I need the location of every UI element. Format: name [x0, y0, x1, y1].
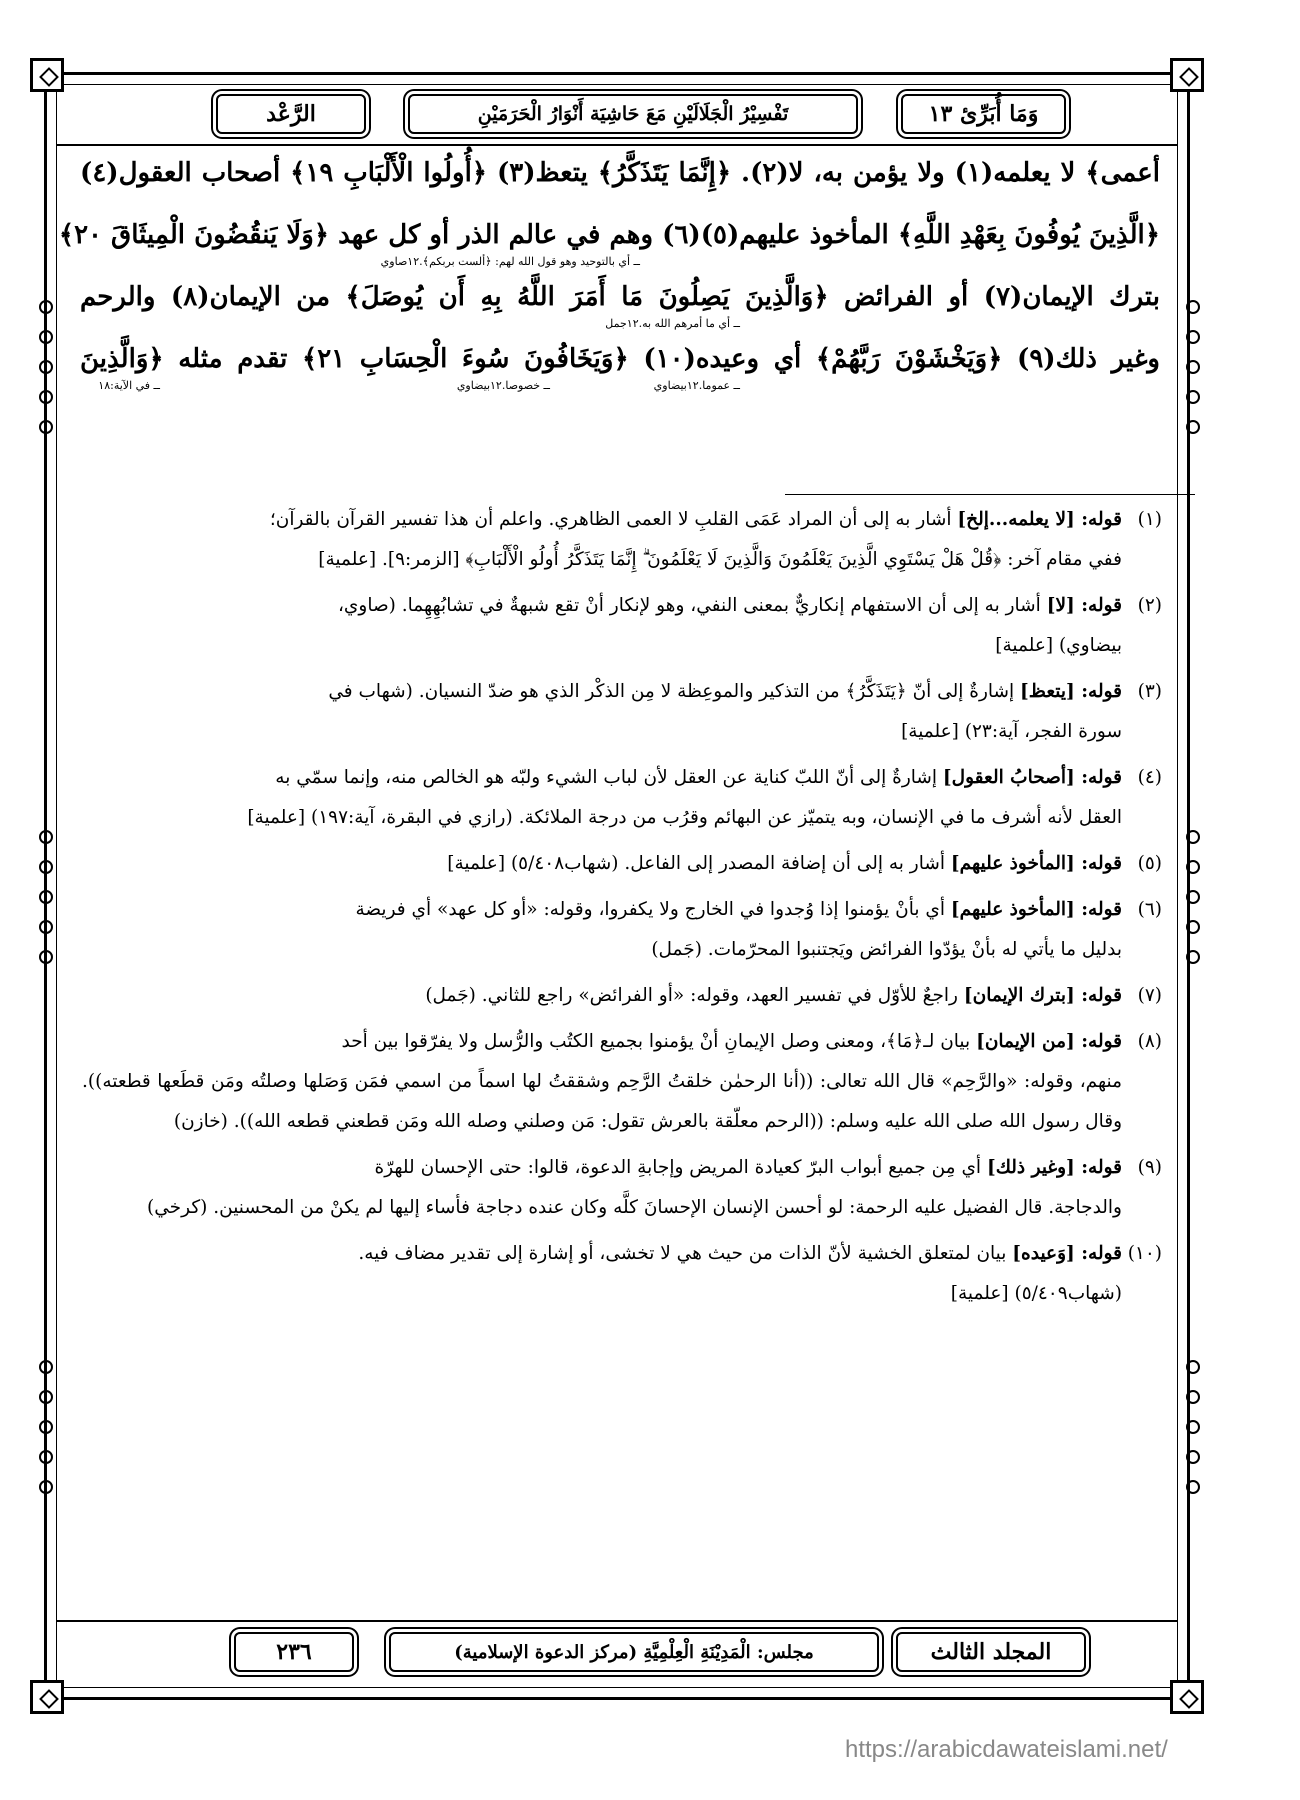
marginal-note: ــ خصوصا.١٢بيضاوي: [456, 379, 550, 392]
footnote-number: (١): [1137, 509, 1162, 530]
corner-ornament-bottom-right: [1170, 1680, 1204, 1714]
tafsir-line-2: [58, 212, 1160, 274]
footnote-label: قوله: [لا يعلمه...إلخ]: [957, 509, 1122, 530]
footnote-text: أي مِن جميع أبواب البرّ كعيادة المريض وإجابةِ الدعوة، قالوا: حتى الإحسان للهرّة: [374, 1157, 987, 1178]
footnote-label: قوله: [وغير ذلك]: [986, 1157, 1122, 1178]
footnote-number: (٥): [1137, 853, 1162, 874]
tafsir-line-1-text: أعمى﴾ لا يعلمه(١) ولا يؤمن به، لا(٢). ﴿إِنَّمَا يَتَذَكَّرُ﴾ يتعظ(٣) ﴿أُولُوا الْأَلْبَابِ ١٩﴾ أصحاب العقول(٤): [80, 158, 1161, 188]
footnote-label: قوله: [المأخوذ عليهم]: [950, 853, 1122, 874]
footnote-continuation: سورة الفجر، آية:٢٣) [علمية]: [901, 721, 1122, 742]
side-ornament-left-bottom: [35, 1360, 53, 1500]
corner-ornament-bottom-left: [30, 1680, 64, 1714]
footnote-number: (٤): [1137, 767, 1162, 788]
volume-box: [896, 1632, 1086, 1672]
side-ornament-right-middle: [1182, 830, 1200, 970]
footnote-label: قوله: [بترك الإيمان]: [963, 985, 1122, 1006]
footnote-number: (٨): [1137, 1031, 1162, 1052]
footnote-3: [82, 672, 1162, 752]
footnote-text: بيان لمتعلق الخشية لأنّ الذات من حيث هي لا تخشى، أو إشارة إلى تقدير مضاف فيه.: [358, 1243, 1013, 1264]
surah-name-box: [216, 94, 366, 134]
footnotes: [82, 500, 1162, 1320]
book-title-box: [408, 94, 858, 134]
footnote-continuation: بيضاوي) [علمية]: [995, 635, 1122, 656]
marginal-note: ــ في الآية:١٨: [98, 379, 160, 392]
footnote-label: قوله: [من الإيمان]: [976, 1031, 1122, 1052]
footnote-8: [82, 1022, 1162, 1142]
footnote-text: أي بأنْ يؤمنوا إذا وُجدوا في الخارج ولا يكفروا، وقوله: «أو كل عهد» أي فريضة: [355, 899, 951, 920]
footnote-label: قوله: [المأخوذ عليهم]: [950, 899, 1122, 920]
tafsir-text: [58, 150, 1161, 398]
book-title: تَفْسِيْرُ الْجَلَالَيْنِ مَعَ حَاشِيَة أَنْوَارُ الْحَرَمَيْنِ: [477, 103, 789, 125]
footnote-label: قوله: [أصحابُ العقول]: [942, 767, 1122, 788]
volume-label: المجلد الثالث: [930, 1639, 1052, 1665]
footnote-label: قوله: [يتعظ]: [1020, 681, 1122, 702]
footnote-10: [82, 1234, 1162, 1314]
footnote-label: قوله: [وَعيده]: [1012, 1243, 1122, 1264]
footnote-2: [82, 586, 1162, 666]
juz-name-box: [901, 94, 1066, 134]
footnote-continuation: والدجاجة. قال الفضيل عليه الرحمة: لو أحسن الإنسان الإحسانَ كلَّه وكان عنده دجاجة فأساء إليها لم يكنْ من المحسنين. (كرخي): [147, 1197, 1122, 1218]
footnote-number: (٩): [1137, 1157, 1162, 1178]
footnote-number: (٦): [1137, 899, 1162, 920]
publisher-name: مجلس: الْمَدِيْنَةِ الْعِلْمِيَّةِ (مركز الدعوة الإسلامية): [454, 1641, 814, 1663]
footnote-label: قوله: [لا]: [1046, 595, 1122, 616]
footnote-6: [82, 890, 1162, 970]
footnote-continuation: العقل لأنه أشرف ما في الإنسان، وبه يتميّز عن البهائم وقرُب من درجة الملائكة. (رازي في البقرة، آية:١٩٧) [علمية]: [247, 807, 1122, 828]
footnote-text: إشارةٌ إلى أنّ اللبّ كناية عن العقل لأن لباب الشيء ولبّه هو الخالص منه، وإنما سمّي به: [275, 767, 943, 788]
marginal-note: ــ عموما.١٢بيضاوي: [653, 379, 740, 392]
publisher-box: [389, 1632, 879, 1672]
tafsir-line-2-text: ﴿الَّذِينَ يُوفُونَ بِعَهْدِ اللَّهِ﴾ المأخوذ عليهم(٥)(٦) وهم في عالم الذر أو كل عهد ﴿وَلَا يَنقُضُونَ الْمِيثَاقَ ٢٠﴾: [58, 220, 1160, 250]
header-rule: [56, 144, 1178, 146]
footnote-9: [82, 1148, 1162, 1228]
page-number-box: [234, 1632, 354, 1672]
footnote-number: (٢): [1137, 595, 1162, 616]
footnote-text: بيان لـ﴿مَا﴾، ومعنى وصل الإيمانِ أنْ يؤمنوا بجميع الكتُب والرُّسل ولا يفرّقوا بين أحد: [341, 1031, 977, 1052]
page-number: ٢٣٦: [276, 1639, 312, 1665]
footnote-5: [82, 844, 1162, 884]
footnote-continuation: (شهاب٥/٤٠٩) [علمية]: [950, 1283, 1122, 1304]
footnote-number: (٣): [1137, 681, 1162, 702]
surah-name: الرَّعْد: [266, 101, 316, 127]
footnote-continuation: ففي مقام آخر: ﴿قُلْ هَلْ يَسْتَوِي الَّذِينَ يَعْلَمُونَ وَالَّذِينَ لَا يَعْلَمُونَ ۗ إِنَّمَا يَتَذَكَّرُ أُولُو الْأَلْبَابِ﴾ [الزمر:٩]. [علمية]: [318, 549, 1122, 570]
footnote-text: أشار به إلى أن المراد عَمَى القلبِ لا العمى الظاهري. واعلم أن هذا تفسير القرآن بالقرآن؛: [269, 509, 958, 530]
marginal-note: ــ أي ما أمرهم الله به.١٢جمل: [605, 317, 740, 330]
website-watermark: https://arabicdawateislami.net/: [845, 1736, 1168, 1763]
footnote-text: أشار به إلى أن إضافة المصدر إلى الفاعل. (شهاب٥/٤٠٨) [علمية]: [447, 853, 951, 874]
side-ornament-right-top: [1182, 300, 1200, 440]
page-header: [56, 86, 1178, 146]
marginal-note: ــ أي بالتوحيد وهو قول الله لهم: ﴿ألست بربكم﴾.١٢صاوي: [380, 255, 640, 268]
footnote-4: [82, 758, 1162, 838]
footnote-divider: [785, 494, 1195, 495]
side-ornament-left-top: [35, 300, 53, 440]
footnote-number: (٧): [1137, 985, 1162, 1006]
footnote-continuation: منهم، وقوله: «والرَّحِم» قال الله تعالى: ((أنا الرحمٰن خلقتُ الرَّحِم وشققتُ لها اسماً من اسمي فمَن وَصَلها وصلتُه ومَن قطَعها قطعته)). وقال رسول الله صلى الله عليه وسلم: ((الرحم معلّقة بالعرش تقول: مَن وصلني وصله الله ومَن قطعني قطعه الله)). (خازن): [82, 1071, 1122, 1132]
footnote-text: إشارةٌ إلى أنّ ﴿يَتَذَكَّرُ﴾ من التذكير والموعِظة لا مِن الذكْر الذي هو ضدّ النسيان. (شهاب في: [328, 681, 1021, 702]
side-ornament-left-middle: [35, 830, 53, 970]
footnote-continuation: بدليل ما يأتي له بأنْ يؤدّوا الفرائض ويَجتنبوا المحرّمات. (جَمل): [651, 939, 1122, 960]
tafsir-line-4-text: وغير ذلك(٩) ﴿وَيَخْشَوْنَ رَبَّهُمْ﴾ أي وعيده(١٠) ﴿وَيَخَافُونَ سُوءَ الْحِسَابِ ٢١﴾ تقدم مثله ﴿وَالَّذِينَ: [80, 344, 1160, 374]
footnote-1: [82, 500, 1162, 580]
footnote-text: راجعٌ للأوّل في تفسير العهد، وقوله: «أو الفرائض» راجع للثاني. (جَمل): [425, 985, 964, 1006]
tafsir-line-3: [80, 274, 1160, 336]
tafsir-line-1: [80, 150, 1160, 212]
footnote-7: [82, 976, 1162, 1016]
page-footer: [56, 1620, 1178, 1684]
tafsir-line-4: [80, 336, 1160, 398]
juz-name: وَمَا أُبَرِّئ ١٣: [928, 101, 1039, 127]
footnote-number: (١٠): [1127, 1243, 1162, 1264]
tafsir-line-3-text: بترك الإيمان(٧) أو الفرائض ﴿وَالَّذِينَ يَصِلُونَ مَا أَمَرَ اللَّهُ بِهِ أَن يُوصَلَ﴾ من الإيمان(٨) والرحم: [80, 282, 1161, 312]
footnote-text: أشار به إلى أن الاستفهام إنكاريٌّ بمعنى النفي، وهو لإنكار أنْ تقع شبهةٌ في تشابُهِهِما. (صاوي،: [337, 595, 1047, 616]
side-ornament-right-bottom: [1182, 1360, 1200, 1500]
